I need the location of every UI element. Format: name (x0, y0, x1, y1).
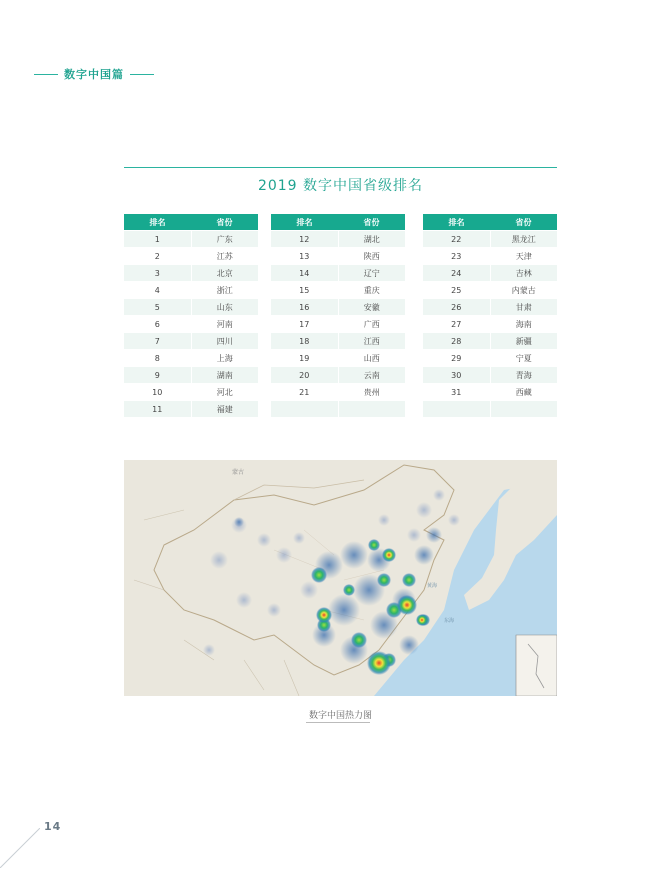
title-divider (124, 167, 557, 168)
rank-cell: 28 (423, 333, 490, 350)
table-row (271, 367, 405, 384)
province-cell: 广东 (191, 231, 258, 248)
rank-cell: 18 (271, 333, 338, 350)
page-number: 14 (44, 820, 62, 833)
table-row (124, 299, 258, 316)
table-row (271, 333, 405, 350)
province-cell: 青海 (490, 367, 557, 384)
province-cell: 浙江 (191, 282, 258, 299)
table-row (271, 299, 405, 316)
table-row (124, 316, 258, 333)
province-cell: 海南 (490, 316, 557, 333)
province-cell: 云南 (338, 367, 405, 384)
rank-cell: 29 (423, 350, 490, 367)
section-header-left-line (34, 74, 58, 75)
header-province: 省份 (191, 214, 258, 231)
china-heatmap (124, 460, 557, 696)
table-row (423, 384, 557, 401)
table-row (423, 231, 557, 248)
rank-cell: 25 (423, 282, 490, 299)
province-cell: 安徽 (338, 299, 405, 316)
table-row (124, 350, 258, 367)
province-cell: 西藏 (490, 384, 557, 401)
table-row (271, 282, 405, 299)
section-title: 数字中国篇 (64, 68, 124, 81)
rank-cell: 27 (423, 316, 490, 333)
province-cell: 四川 (191, 333, 258, 350)
header-province: 省份 (338, 214, 405, 231)
province-cell: 河南 (191, 316, 258, 333)
empty-cell (423, 401, 490, 418)
rank-cell: 16 (271, 299, 338, 316)
empty-cell (338, 401, 405, 418)
table-row (124, 265, 258, 282)
province-cell: 山西 (338, 350, 405, 367)
table-row (271, 350, 405, 367)
ranking-table-1 (124, 214, 258, 417)
section-header-right-line (130, 74, 154, 75)
province-cell: 上海 (191, 350, 258, 367)
table-row (423, 316, 557, 333)
empty-cell (271, 401, 338, 418)
rank-cell: 26 (423, 299, 490, 316)
province-cell: 广西 (338, 316, 405, 333)
province-cell: 新疆 (490, 333, 557, 350)
empty-cell (490, 401, 557, 418)
province-cell: 湖南 (191, 367, 258, 384)
map-caption-underline (306, 722, 370, 723)
table-row (124, 384, 258, 401)
table-row (271, 384, 405, 401)
province-cell: 重庆 (338, 282, 405, 299)
rank-cell: 13 (271, 248, 338, 265)
table-row (124, 248, 258, 265)
province-cell: 江苏 (191, 248, 258, 265)
table-row (271, 231, 405, 248)
header-rank: 排名 (124, 214, 191, 231)
table-row (271, 248, 405, 265)
province-cell: 湖北 (338, 231, 405, 248)
table-row (124, 282, 258, 299)
rank-cell: 23 (423, 248, 490, 265)
map-label-yellow-sea: 黄海 (427, 583, 438, 589)
province-cell: 北京 (191, 265, 258, 282)
province-cell: 内蒙古 (490, 282, 557, 299)
province-cell: 河北 (191, 384, 258, 401)
ranking-table-3 (423, 214, 557, 417)
rank-cell: 14 (271, 265, 338, 282)
table-row (423, 401, 557, 418)
rank-cell: 11 (124, 401, 191, 418)
rank-cell: 17 (271, 316, 338, 333)
table-row (124, 367, 258, 384)
rank-cell: 1 (124, 231, 191, 248)
rank-cell: 30 (423, 367, 490, 384)
rank-cell: 21 (271, 384, 338, 401)
rank-cell: 10 (124, 384, 191, 401)
province-cell: 天津 (490, 248, 557, 265)
province-cell: 辽宁 (338, 265, 405, 282)
rank-cell: 8 (124, 350, 191, 367)
map-label-east-sea: 东海 (444, 618, 455, 624)
header-province: 省份 (490, 214, 557, 231)
table-row (423, 333, 557, 350)
province-cell: 陕西 (338, 248, 405, 265)
rank-cell: 5 (124, 299, 191, 316)
map-label-mongolia: 蒙古 (232, 469, 245, 476)
page-title: 2019 数字中国省级排名 (257, 178, 424, 194)
table-row (271, 265, 405, 282)
corner-decoration (0, 828, 40, 868)
province-cell: 山东 (191, 299, 258, 316)
rank-cell: 22 (423, 231, 490, 248)
table-row (124, 231, 258, 248)
header-rank: 排名 (271, 214, 338, 231)
rank-cell: 15 (271, 282, 338, 299)
rank-cell: 20 (271, 367, 338, 384)
province-cell: 福建 (191, 401, 258, 418)
province-cell: 吉林 (490, 265, 557, 282)
rank-cell: 31 (423, 384, 490, 401)
table-row (423, 265, 557, 282)
rank-cell: 4 (124, 282, 191, 299)
table-row (423, 350, 557, 367)
header-rank: 排名 (423, 214, 490, 231)
rank-cell: 6 (124, 316, 191, 333)
table-row (124, 401, 258, 418)
table-row (423, 248, 557, 265)
province-cell: 宁夏 (490, 350, 557, 367)
province-cell: 贵州 (338, 384, 405, 401)
province-cell: 甘肃 (490, 299, 557, 316)
table-header-row (423, 214, 557, 231)
section-header (34, 66, 154, 82)
heatmap-image (124, 460, 557, 696)
table-row (124, 333, 258, 350)
rank-cell: 9 (124, 367, 191, 384)
rank-cell: 19 (271, 350, 338, 367)
ranking-table-2 (271, 214, 405, 417)
inset-box (516, 635, 557, 696)
province-cell: 黑龙江 (490, 231, 557, 248)
rank-cell: 24 (423, 265, 490, 282)
table-row (271, 316, 405, 333)
table-header-row (124, 214, 258, 231)
table-row (423, 367, 557, 384)
table-row (423, 299, 557, 316)
table-row (423, 282, 557, 299)
rank-cell: 2 (124, 248, 191, 265)
rank-cell: 7 (124, 333, 191, 350)
map-caption: 数字中国热力图 (308, 711, 372, 721)
rank-cell: 3 (124, 265, 191, 282)
province-cell: 江西 (338, 333, 405, 350)
rank-cell: 12 (271, 231, 338, 248)
table-header-row (271, 214, 405, 231)
table-row (271, 401, 405, 418)
